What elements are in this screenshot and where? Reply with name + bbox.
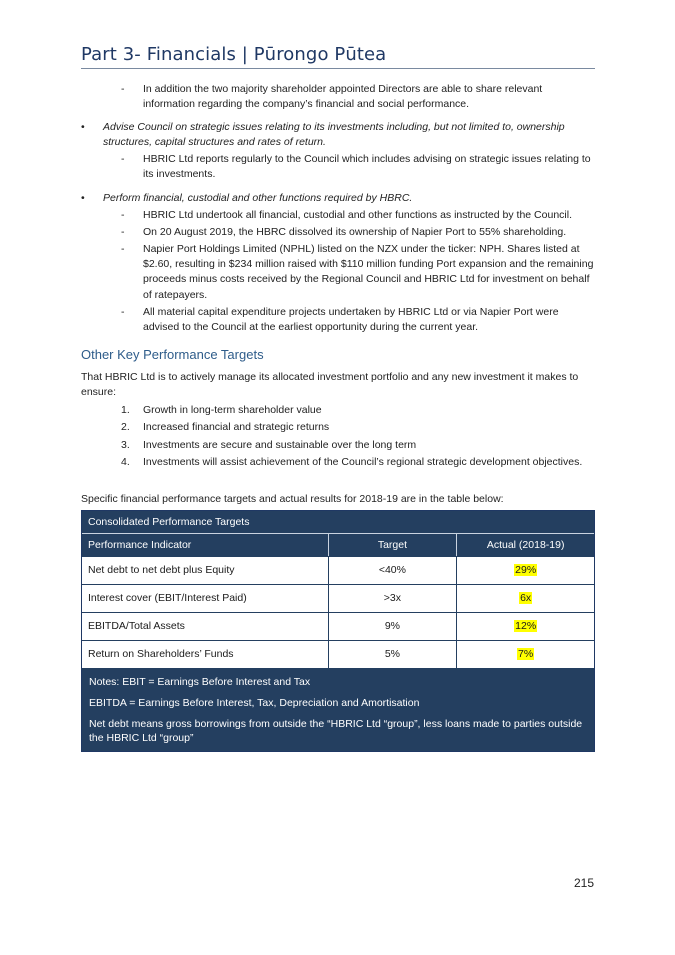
column-header-indicator: Performance Indicator [88,539,192,551]
item-text: Investments are secure and sustainable over the long term [143,439,417,451]
item-text: Growth in long-term shareholder value [143,404,322,416]
list-item-text: On 20 August 2019, the HBRC dissolved its ownership of Napier Port to 55% shareholding. [143,226,567,238]
bullet-text: Perform financial, custodial and other functions required by HBRC. [103,192,413,204]
cell-indicator: Return on Shareholders’ Funds [88,648,234,660]
table-title: Consolidated Performance Targets [88,516,250,528]
item-number: 1. [121,404,130,416]
list-item-text: All material capital expenditure projects undertaken by HBRIC Ltd or via Napier Port were advised to the Council at the earliest opportunity during the current year. [143,306,559,334]
cell-actual [456,613,594,640]
dash-marker: - [121,243,125,255]
bullet-text: Advise Council on strategic issues relating to its investments including, but not limited to, ownership structures, capital structures and rates of return. [103,121,565,149]
item-number: 4. [121,456,130,468]
note-ebitda: EBITDA = Earnings Before Interest, Tax, Depreciation and Amortisation [89,697,420,709]
cell-target: 5% [328,641,457,668]
page-header [81,44,595,69]
section-intro: That HBRIC Ltd is to actively manage its allocated investment portfolio and any new investment it makes to ensure: [81,371,579,399]
highlighted-value: 7% [518,648,534,660]
table-row [82,612,594,640]
highlighted-value: 6x [520,592,532,604]
dash-marker: - [121,83,125,95]
item-text: Investments will assist achievement of the Council’s regional strategic development objectives. [143,456,583,468]
note-net-debt: Net debt means gross borrowings from outside the “HBRIC Ltd “group”, less loans made to parties outside the HBRIC Ltd “group” [89,718,583,744]
bullet-marker: • [81,192,85,204]
numbered-item [121,420,596,435]
cell-target: <40% [328,557,457,584]
list-item-text: Napier Port Holdings Limited (NPHL) listed on the NZX under the ticker: NPH. Shares listed at $2.60, resulting in $234 million raised with $110 million funding Port expansion and the remaining proceeds minus costs received by the Regional Council and HBRIC Ltd for investment on behalf of ratepayers. [143,243,594,301]
list-item-text: HBRIC Ltd reports regularly to the Council which includes advising on strategic issues relating to its investments. [143,153,591,181]
cell-actual [456,557,594,584]
bullet-marker: • [81,121,85,133]
cell-actual [456,641,594,668]
cell-indicator: EBITDA/Total Assets [88,620,185,632]
list-item [121,82,596,112]
item-number: 2. [121,421,130,433]
cell-indicator: Net debt to net debt plus Equity [88,564,235,576]
list-item-text: In addition the two majority shareholder appointed Directors are able to share relevant information regarding the company’s financial and social performance. [143,83,543,111]
column-header-actual: Actual (2018-19) [456,534,594,556]
note-ebit: Notes: EBIT = Earnings Before Interest and Tax [89,676,311,688]
cell-target: 9% [328,613,457,640]
list-item [121,152,596,182]
list-item-text: HBRIC Ltd undertook all financial, custodial and other functions as instructed by the Council. [143,209,572,221]
list-item [121,305,596,335]
table-row [82,640,594,668]
performance-table [81,510,595,752]
bullet-item [81,120,596,150]
dash-marker: - [121,153,125,165]
table-column-headers [82,533,594,556]
dash-marker: - [121,209,125,221]
column-header-target: Target [328,534,457,556]
section-heading: Other Key Performance Targets [81,347,264,362]
dash-marker: - [121,226,125,238]
item-text: Increased financial and strategic returns [143,421,330,433]
dash-marker: - [121,306,125,318]
highlighted-value: 29% [515,564,537,576]
table-title-row [82,511,594,533]
highlighted-value: 12% [515,620,537,632]
page-title: Part 3- Financials | Pūrongo Pūtea [81,44,387,65]
page-number: 215 [574,876,595,890]
bullet-item [81,191,596,206]
numbered-item [121,455,596,470]
table-notes [82,668,594,751]
list-item [121,225,596,240]
cell-indicator: Interest cover (EBIT/Interest Paid) [88,592,247,604]
table-row [82,556,594,584]
item-number: 3. [121,439,130,451]
list-item [121,242,596,303]
list-item [121,208,596,223]
numbered-item [121,438,596,453]
table-row [82,584,594,612]
table-caption: Specific financial performance targets and actual results for 2018-19 are in the table below: [81,493,504,505]
cell-actual [456,585,594,612]
cell-target: >3x [328,585,457,612]
numbered-item [121,403,596,418]
